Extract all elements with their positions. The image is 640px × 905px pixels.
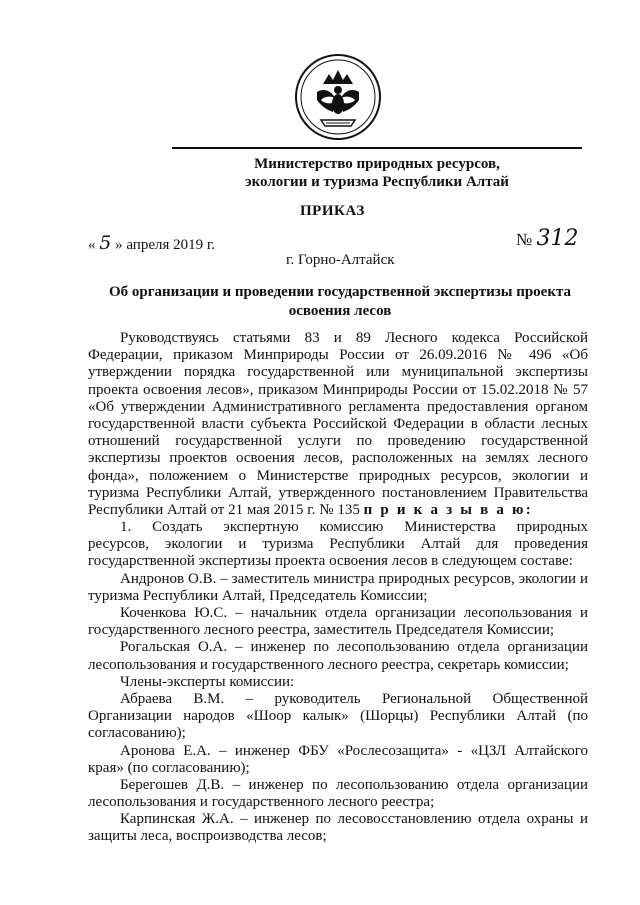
body-line: экспертизы проектов освоения лесов, расположенных на землях лесного: [88, 450, 588, 467]
order-subject: [92, 283, 588, 321]
body-line: согласованию);: [88, 725, 186, 742]
body-line: Республики Алтай от 21 мая 2015 г. № 135: [88, 501, 360, 518]
body-line: государственной власти субъекта Российской Федерации в области лесных: [88, 415, 588, 432]
body-line: Федерации, приказом Минприроды России от 26.09.2016 № 496 «Об: [88, 347, 588, 364]
number-value-handwritten: 312: [536, 226, 579, 251]
header-rule: [172, 147, 582, 149]
body-line: государственного лесного реестра, заместитель Председателя Комиссии;: [88, 622, 555, 639]
ministry-name-line2: экологии и туризма Республики Алтай: [245, 174, 509, 190]
body-line: Абраева В.М. – руководитель Региональной Общественной: [120, 690, 588, 707]
order-date: [88, 232, 215, 254]
body-line: Берегошев Д.В. – инженер по лесопользованию отдела организации: [120, 776, 588, 793]
body-line: туризма Республики Алтай, Председатель Комиссии;: [88, 587, 428, 604]
body-line: лесопользования и государственного лесного реестра, секретарь комиссии;: [88, 656, 569, 673]
date-open-quote: «: [88, 237, 96, 253]
order-word: п р и к а з ы в а ю:: [363, 501, 533, 518]
body-line: фонда», положением о Министерстве природных ресурсов, экологии и: [88, 467, 588, 484]
subject-line1: Об организации и проведении государственной экспертизы проекта: [108, 284, 572, 300]
body-line: Руководствуясь статьями 83 и 89 Лесного кодекса Российской: [120, 330, 588, 346]
body-line: Андронов О.В. – заместитель министра природных ресурсов, экологии и: [120, 570, 588, 587]
body-line: Рогальская О.А. – инженер по лесопользованию отдела организации: [120, 639, 588, 656]
date-month-year: апреля 2019 г.: [126, 237, 216, 253]
ministry-name-line1: Министерство природных ресурсов,: [254, 156, 500, 172]
number-label: №: [516, 230, 533, 249]
body-line: государственной экспертизы проекта освоения лесов в следующем составе:: [88, 553, 573, 570]
body-line: туризма Республики Алтай, утвержденного постановлением Правительства: [88, 484, 588, 501]
coat-of-arms-emblem: [293, 52, 383, 142]
date-close-quote: »: [115, 237, 123, 253]
body-line: защиты леса, воспроизводства лесов;: [88, 828, 327, 845]
body-line: отношений государственной услуги по проведению государственной: [88, 433, 588, 450]
body-line: Аронова Е.А. – инженер ФБУ «Рослесозащита» - «ЦЗЛ Алтайского: [120, 742, 588, 759]
body-line: Карпинская Ж.А. – инженер по лесовосстановлению отдела охраны и: [120, 811, 588, 828]
body-line: лесопользования и государственного лесного реестра;: [88, 794, 435, 811]
subject-line2: освоения лесов: [288, 303, 392, 319]
date-day-handwritten: 5: [99, 232, 112, 254]
city-name: г. Горно-Алтайск: [286, 252, 395, 268]
body-line: проекта освоения лесов», приказом Минприроды России от 15.02.2018 № 57: [88, 381, 588, 398]
body-line-with-order-word: [88, 502, 588, 519]
document-title: ПРИКАЗ: [300, 203, 365, 219]
body-line: 1. Создать экспертную комиссию Министерства природных: [120, 519, 588, 536]
body-line: края» (по согласованию);: [88, 759, 250, 776]
body-line: ресурсов, экологии и туризма Республики Алтай для проведения: [88, 536, 588, 553]
order-body: [88, 330, 588, 846]
body-line: «Об утверждении Административного регламента предоставления органом: [88, 398, 588, 415]
order-number: [516, 226, 578, 251]
body-line: Члены-эксперты комиссии:: [120, 673, 295, 690]
body-line: Коченкова Ю.С. – начальник отдела организации лесопользования и: [120, 605, 588, 621]
body-line: Организации народов «Шоор калык» (Шорцы) Республики Алтай (по: [88, 708, 588, 725]
body-line: утверждении порядка государственной или муниципальной экспертизы: [88, 364, 588, 381]
